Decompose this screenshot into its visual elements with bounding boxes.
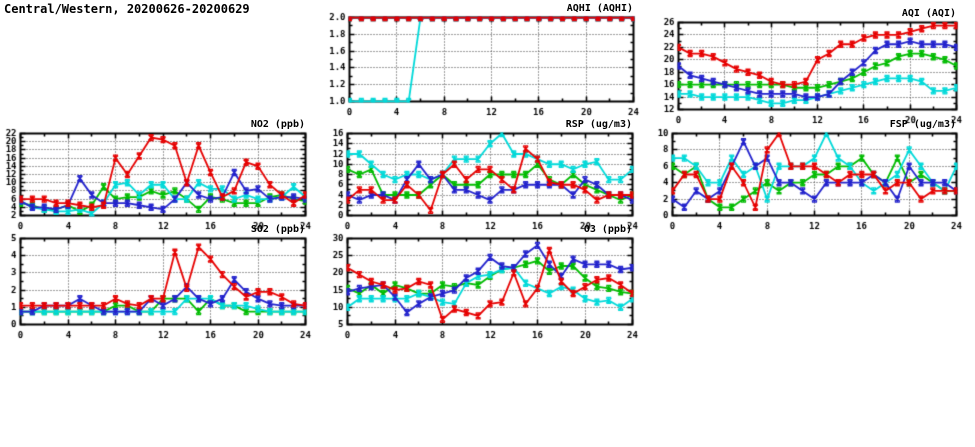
- o3-plot-canvas: [322, 223, 640, 347]
- chart-no2: [0, 118, 313, 238]
- so2-plot-canvas: [0, 223, 313, 347]
- aqi-plot-canvas: [653, 7, 964, 132]
- chart-aqi: [653, 7, 964, 132]
- rsp-plot-canvas: [322, 118, 640, 238]
- chart-title-fsp: FSP (ug/m3): [889, 119, 956, 130]
- chart-aqhi: [324, 2, 641, 124]
- fsp-plot-canvas: [647, 118, 964, 238]
- chart-title-so2: SO2 (ppb): [250, 224, 305, 235]
- chart-so2: [0, 223, 313, 347]
- chart-title-o3: O3 (ppb): [583, 224, 632, 235]
- no2-plot-canvas: [0, 118, 313, 238]
- chart-title-rsp: RSP (ug/m3): [565, 119, 632, 130]
- chart-rsp: [322, 118, 640, 238]
- aqhi-plot-canvas: [324, 2, 641, 124]
- chart-title-aqhi: AQHI (AQHI): [566, 3, 633, 14]
- chart-o3: [322, 223, 640, 347]
- page-title: Central/Western, 20200626-20200629: [4, 2, 250, 16]
- chart-title-no2: NO2 (ppb): [250, 119, 305, 130]
- chart-title-aqi: AQI (AQI): [901, 8, 956, 19]
- chart-fsp: [647, 118, 964, 238]
